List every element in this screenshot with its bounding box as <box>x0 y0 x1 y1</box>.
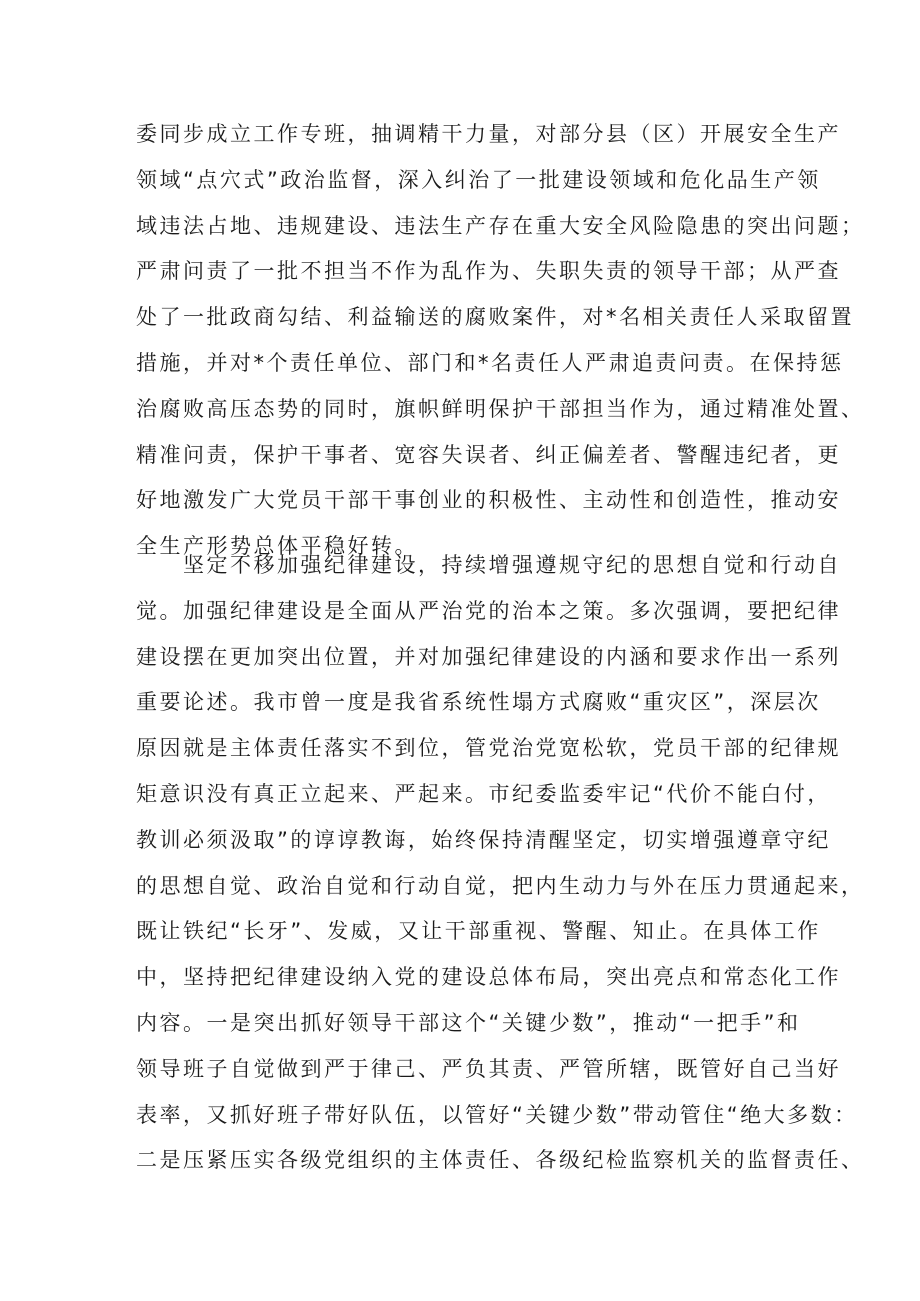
text-line: 教训必须汲取”的谆谆教诲，始终保持清醒坚定，切实增强遵章守纪 <box>136 827 831 852</box>
text-line: 表率，又抓好班子带好队伍，以管好“关键少数”带动管住“绝大多数： <box>136 1102 858 1127</box>
text-line: 二是压紧压实各级党组织的主体责任、各级纪检监察机关的监督责任、 <box>136 1148 865 1173</box>
text-line: 领导班子自觉做到严于律己、严负其责、严管所辖，既管好自己当好 <box>136 1056 841 1081</box>
text-line: 治腐败高压态势的同时，旗帜鲜明保护干部担当作为，通过精准处置、 <box>136 396 865 421</box>
text-line: 的思想自觉、政治自觉和行动自觉，把内生动力与外在压力贯通起来， <box>136 873 865 898</box>
text-line: 处了一批政商勾结、利益输送的腐败案件，对*名相关责任人采取留置 <box>136 305 854 330</box>
paragraph-1 <box>136 112 865 570</box>
text-line: 精准问责，保护干事者、宽容失误者、纠正偏差者、警醒违纪者，更 <box>136 442 841 467</box>
text-line: 措施，并对*个责任单位、部门和*名责任人严肃追责问责。在保持惩 <box>136 350 844 375</box>
text-line: 重要论述。我市曾一度是我省系统性塌方式腐败“重灾区”，深层次 <box>136 690 821 715</box>
text-line: 全生产形势总体平稳好转。 <box>136 534 418 559</box>
text-line: 好地激发广大党员干部干事创业的积极性、主动性和创造性，推动安 <box>136 488 841 513</box>
paragraph-2 <box>136 543 865 1184</box>
text-line: 矩意识没有真正立起来、严起来。市纪委监委牢记“代价不能白付， <box>136 781 831 806</box>
text-line: 觉。加强纪律建设是全面从严治党的治本之策。多次强调，要把纪律 <box>136 598 841 623</box>
text-line: 既让铁纪“长牙”、发威，又让干部重视、警醒、知止。在具体工作 <box>136 919 821 944</box>
text-line: 内容。一是突出抓好领导干部这个“关键少数”，推动“一把手”和 <box>136 1010 801 1035</box>
text-line: 坚定不移加强纪律建设，持续增强遵规守纪的思想自觉和行动自 <box>136 553 841 577</box>
text-line: 建设摆在更加突出位置，并对加强纪律建设的内涵和要求作出一系列 <box>136 644 841 669</box>
text-line: 严肃问责了一批不担当不作为乱作为、失职失责的领导干部；从严查 <box>136 259 841 284</box>
text-line: 原因就是主体责任落实不到位，管党治党宽松软，党员干部的纪律规 <box>136 736 841 761</box>
text-line: 领域“点穴式”政治监督，深入纠治了一批建设领域和危化品生产领 <box>136 167 821 192</box>
text-line: 中，坚持把纪律建设纳入党的建设总体布局，突出亮点和常态化工作 <box>136 965 841 990</box>
text-line: 委同步成立工作专班，抽调精干力量，对部分县（区）开展安全生产 <box>136 122 841 146</box>
text-line: 域违法占地、违规建设、违法生产存在重大安全风险隐患的突出问题； <box>136 213 865 238</box>
